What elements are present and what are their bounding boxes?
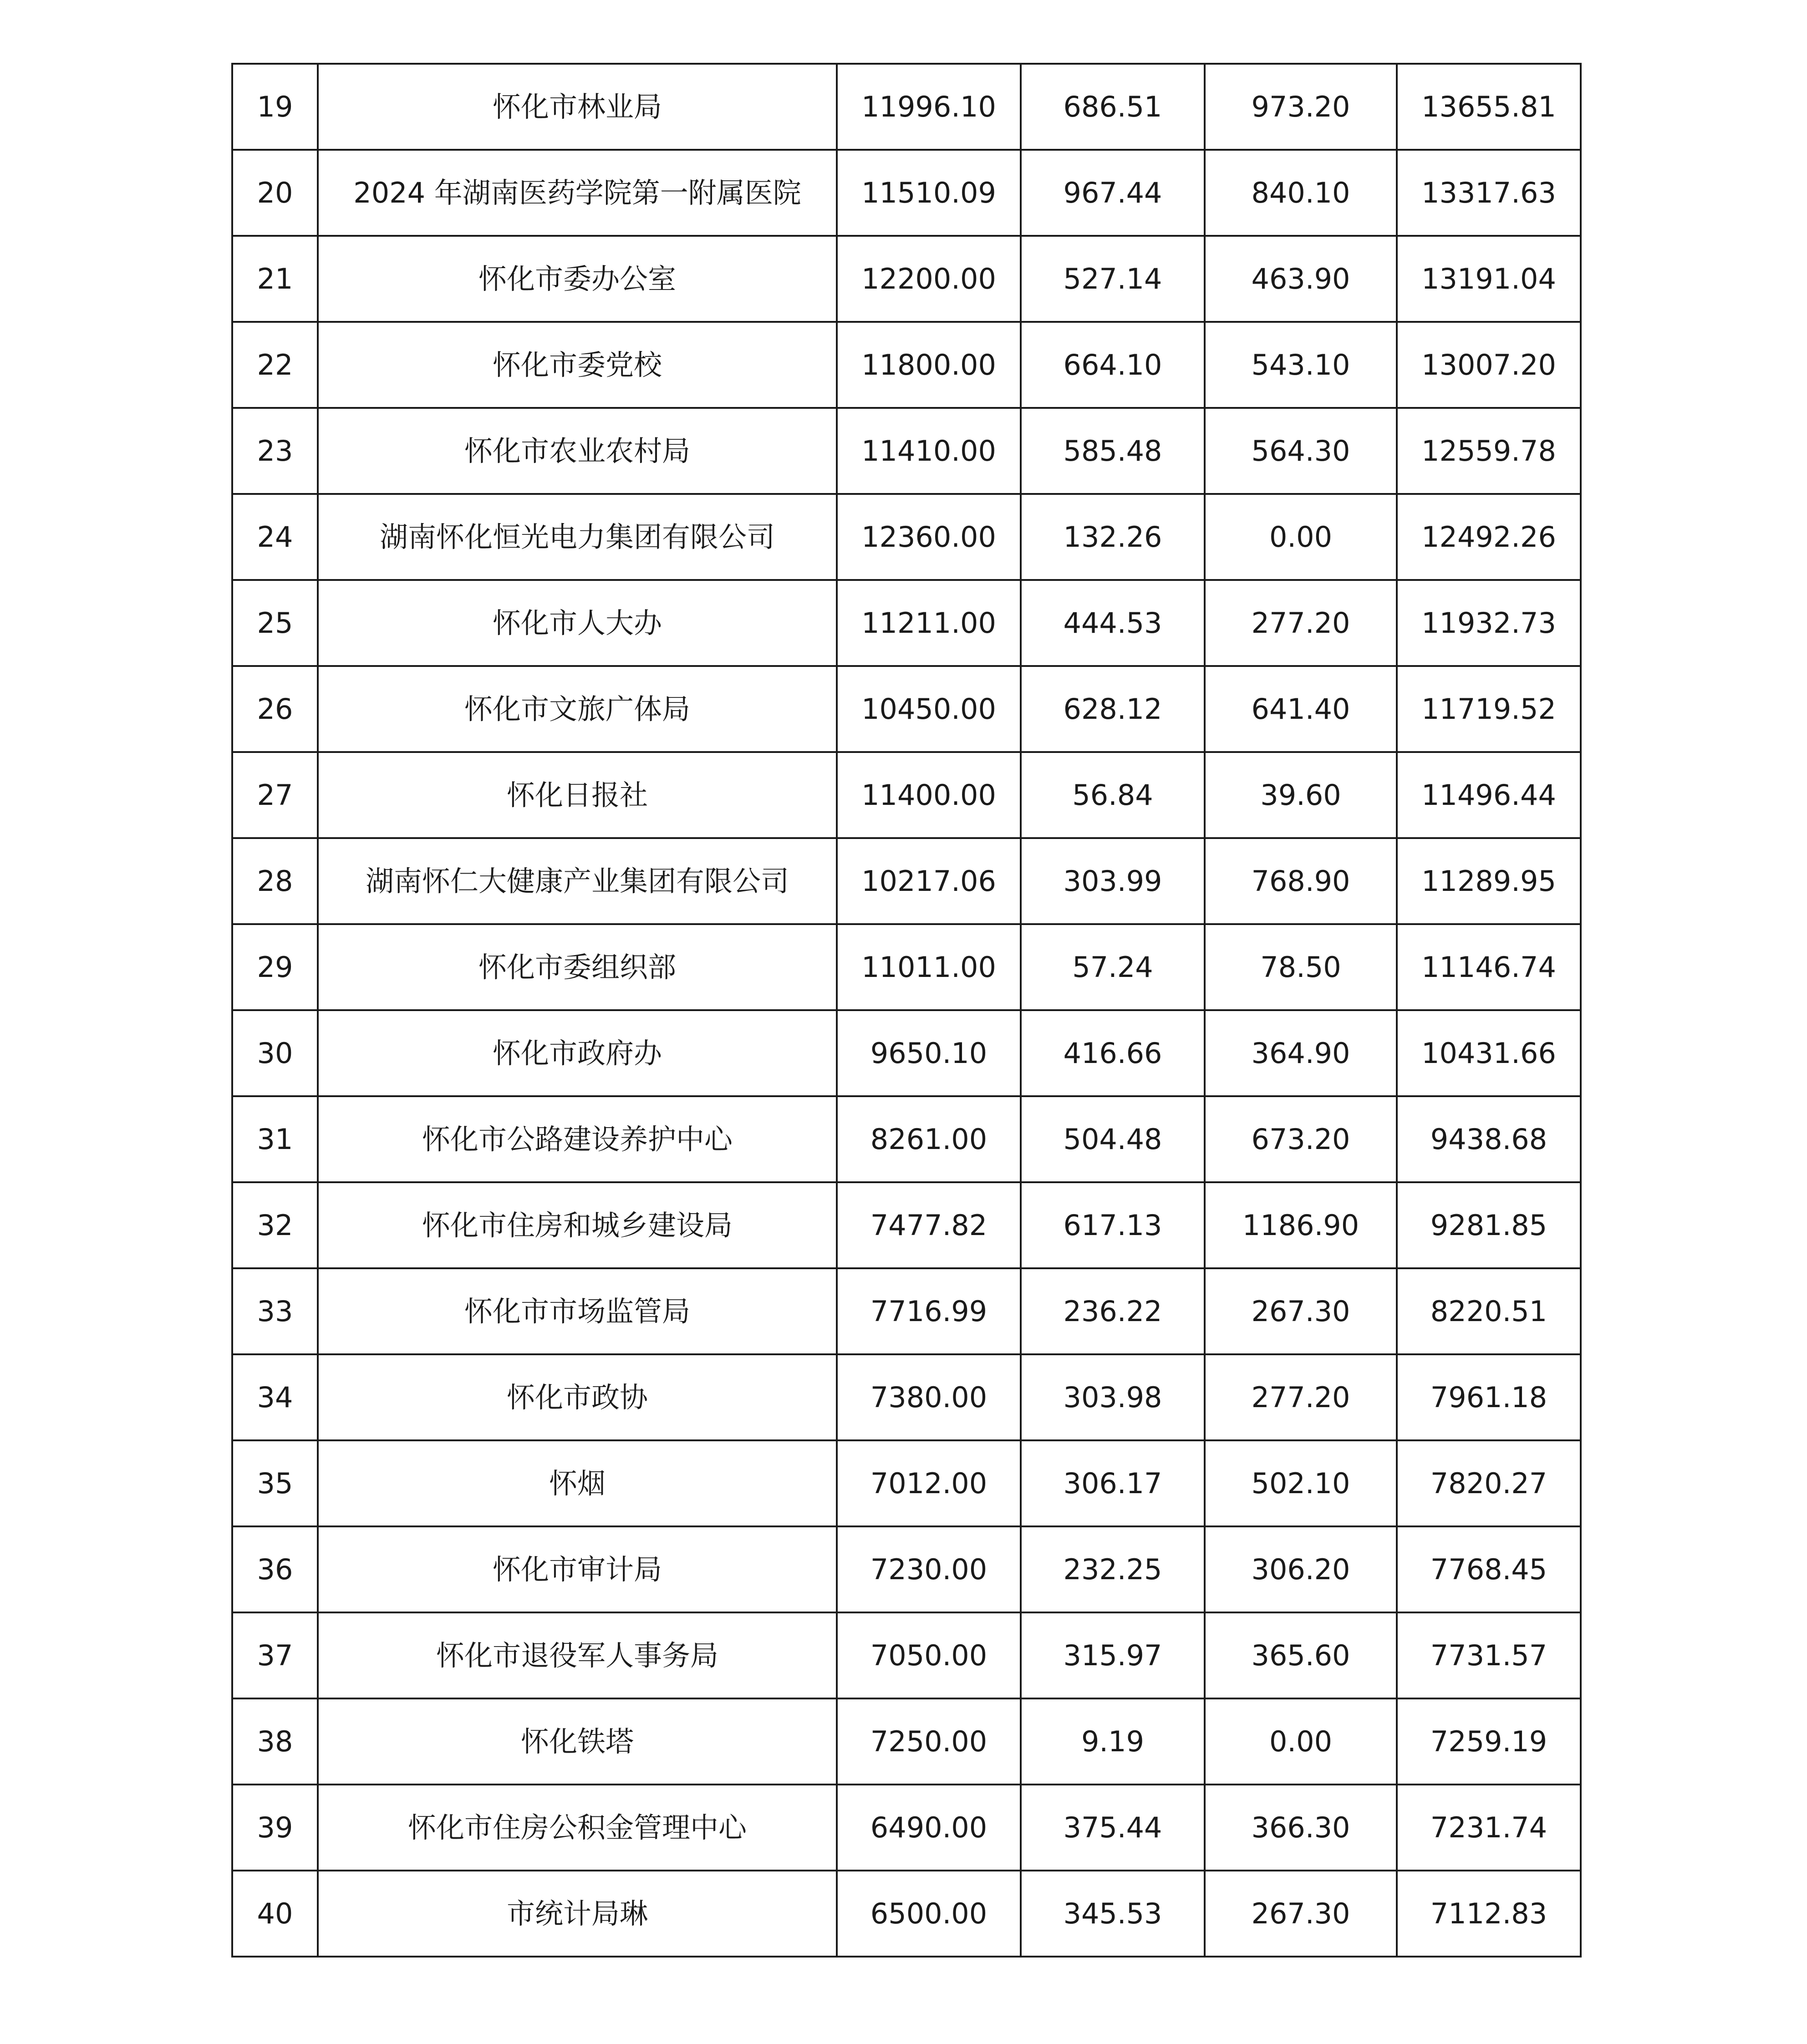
value-total: 7820.27	[1397, 1440, 1581, 1526]
value-c: 366.30	[1205, 1785, 1397, 1871]
row-index: 40	[232, 1871, 318, 1957]
row-index: 39	[232, 1785, 318, 1871]
value-b: 56.84	[1021, 752, 1205, 838]
table-row	[232, 1354, 1581, 1440]
value-b: 57.24	[1021, 924, 1205, 1010]
value-total: 11289.95	[1397, 838, 1581, 924]
value-total: 9281.85	[1397, 1182, 1581, 1268]
row-index: 26	[232, 666, 318, 752]
unit-name: 怀化铁塔	[318, 1698, 837, 1785]
value-total: 10431.66	[1397, 1010, 1581, 1096]
value-total: 11146.74	[1397, 924, 1581, 1010]
value-total: 7112.83	[1397, 1871, 1581, 1957]
value-a: 7477.82	[837, 1182, 1021, 1268]
unit-name: 怀烟	[318, 1440, 837, 1526]
value-a: 11410.00	[837, 408, 1021, 494]
value-total: 13007.20	[1397, 322, 1581, 408]
unit-name: 怀化市政府办	[318, 1010, 837, 1096]
unit-name: 市统计局琳	[318, 1871, 837, 1957]
value-b: 236.22	[1021, 1268, 1205, 1354]
value-total: 13317.63	[1397, 150, 1581, 236]
value-a: 7380.00	[837, 1354, 1021, 1440]
value-b: 628.12	[1021, 666, 1205, 752]
unit-name: 湖南怀仁大健康产业集团有限公司	[318, 838, 837, 924]
table-row	[232, 838, 1581, 924]
table-row	[232, 1698, 1581, 1785]
table-row	[232, 1182, 1581, 1268]
value-c: 0.00	[1205, 1698, 1397, 1785]
table-row	[232, 494, 1581, 580]
value-c: 78.50	[1205, 924, 1397, 1010]
value-c: 1186.90	[1205, 1182, 1397, 1268]
value-total: 11496.44	[1397, 752, 1581, 838]
value-a: 8261.00	[837, 1096, 1021, 1182]
value-a: 6490.00	[837, 1785, 1021, 1871]
value-a: 12360.00	[837, 494, 1021, 580]
value-c: 973.20	[1205, 64, 1397, 150]
row-index: 22	[232, 322, 318, 408]
value-c: 673.20	[1205, 1096, 1397, 1182]
unit-name: 怀化市委党校	[318, 322, 837, 408]
unit-name: 怀化市委办公室	[318, 236, 837, 322]
value-total: 9438.68	[1397, 1096, 1581, 1182]
value-b: 967.44	[1021, 150, 1205, 236]
value-b: 686.51	[1021, 64, 1205, 150]
value-c: 277.20	[1205, 1354, 1397, 1440]
table-row	[232, 1612, 1581, 1698]
row-index: 37	[232, 1612, 318, 1698]
value-b: 303.98	[1021, 1354, 1205, 1440]
value-c: 306.20	[1205, 1526, 1397, 1612]
value-c: 768.90	[1205, 838, 1397, 924]
value-c: 463.90	[1205, 236, 1397, 322]
row-index: 36	[232, 1526, 318, 1612]
value-b: 527.14	[1021, 236, 1205, 322]
table-row	[232, 752, 1581, 838]
unit-name: 怀化市政协	[318, 1354, 837, 1440]
table-row	[232, 580, 1581, 666]
unit-name: 怀化市人大办	[318, 580, 837, 666]
unit-name: 湖南怀化恒光电力集团有限公司	[318, 494, 837, 580]
row-index: 25	[232, 580, 318, 666]
value-c: 39.60	[1205, 752, 1397, 838]
table-row	[232, 1871, 1581, 1957]
value-a: 7716.99	[837, 1268, 1021, 1354]
row-index: 34	[232, 1354, 318, 1440]
table-row	[232, 150, 1581, 236]
value-total: 7731.57	[1397, 1612, 1581, 1698]
unit-name: 怀化市住房公积金管理中心	[318, 1785, 837, 1871]
table-body	[232, 64, 1581, 1957]
table-row	[232, 64, 1581, 150]
value-total: 12559.78	[1397, 408, 1581, 494]
table-row	[232, 666, 1581, 752]
value-a: 6500.00	[837, 1871, 1021, 1957]
value-a: 7230.00	[837, 1526, 1021, 1612]
value-a: 10450.00	[837, 666, 1021, 752]
unit-name: 怀化市农业农村局	[318, 408, 837, 494]
row-index: 30	[232, 1010, 318, 1096]
row-index: 33	[232, 1268, 318, 1354]
value-c: 502.10	[1205, 1440, 1397, 1526]
row-index: 23	[232, 408, 318, 494]
value-c: 0.00	[1205, 494, 1397, 580]
value-b: 664.10	[1021, 322, 1205, 408]
value-c: 267.30	[1205, 1871, 1397, 1957]
value-total: 7231.74	[1397, 1785, 1581, 1871]
value-c: 543.10	[1205, 322, 1397, 408]
row-index: 27	[232, 752, 318, 838]
value-a: 9650.10	[837, 1010, 1021, 1096]
table-row	[232, 1096, 1581, 1182]
value-total: 12492.26	[1397, 494, 1581, 580]
table-row	[232, 1010, 1581, 1096]
row-index: 32	[232, 1182, 318, 1268]
value-c: 277.20	[1205, 580, 1397, 666]
value-a: 11211.00	[837, 580, 1021, 666]
value-b: 617.13	[1021, 1182, 1205, 1268]
value-b: 444.53	[1021, 580, 1205, 666]
value-total: 11932.73	[1397, 580, 1581, 666]
row-index: 28	[232, 838, 318, 924]
value-b: 375.44	[1021, 1785, 1205, 1871]
table-row	[232, 1785, 1581, 1871]
value-b: 303.99	[1021, 838, 1205, 924]
table-row	[232, 236, 1581, 322]
value-a: 7250.00	[837, 1698, 1021, 1785]
value-b: 132.26	[1021, 494, 1205, 580]
value-b: 345.53	[1021, 1871, 1205, 1957]
unit-name: 怀化市住房和城乡建设局	[318, 1182, 837, 1268]
table-row	[232, 1268, 1581, 1354]
row-index: 19	[232, 64, 318, 150]
unit-name: 怀化市审计局	[318, 1526, 837, 1612]
value-b: 9.19	[1021, 1698, 1205, 1785]
row-index: 21	[232, 236, 318, 322]
table-row	[232, 1440, 1581, 1526]
unit-name: 怀化市公路建设养护中心	[318, 1096, 837, 1182]
table-row	[232, 322, 1581, 408]
value-a: 11400.00	[837, 752, 1021, 838]
value-b: 232.25	[1021, 1526, 1205, 1612]
unit-name: 怀化市林业局	[318, 64, 837, 150]
value-c: 641.40	[1205, 666, 1397, 752]
value-a: 10217.06	[837, 838, 1021, 924]
value-b: 306.17	[1021, 1440, 1205, 1526]
data-table	[231, 63, 1582, 1958]
value-total: 8220.51	[1397, 1268, 1581, 1354]
table-row	[232, 924, 1581, 1010]
unit-name: 怀化市退役军人事务局	[318, 1612, 837, 1698]
value-b: 315.97	[1021, 1612, 1205, 1698]
value-b: 504.48	[1021, 1096, 1205, 1182]
value-a: 7050.00	[837, 1612, 1021, 1698]
value-c: 267.30	[1205, 1268, 1397, 1354]
unit-name: 怀化市市场监管局	[318, 1268, 837, 1354]
unit-name: 怀化日报社	[318, 752, 837, 838]
value-c: 365.60	[1205, 1612, 1397, 1698]
row-index: 24	[232, 494, 318, 580]
row-index: 31	[232, 1096, 318, 1182]
value-a: 11800.00	[837, 322, 1021, 408]
row-index: 35	[232, 1440, 318, 1526]
value-c: 564.30	[1205, 408, 1397, 494]
row-index: 38	[232, 1698, 318, 1785]
row-index: 20	[232, 150, 318, 236]
value-a: 11996.10	[837, 64, 1021, 150]
value-c: 840.10	[1205, 150, 1397, 236]
unit-name: 怀化市文旅广体局	[318, 666, 837, 752]
value-total: 13655.81	[1397, 64, 1581, 150]
value-total: 7259.19	[1397, 1698, 1581, 1785]
unit-name: 怀化市委组织部	[318, 924, 837, 1010]
value-total: 11719.52	[1397, 666, 1581, 752]
value-a: 12200.00	[837, 236, 1021, 322]
value-total: 7961.18	[1397, 1354, 1581, 1440]
value-b: 416.66	[1021, 1010, 1205, 1096]
value-a: 7012.00	[837, 1440, 1021, 1526]
value-a: 11011.00	[837, 924, 1021, 1010]
value-a: 11510.09	[837, 150, 1021, 236]
value-total: 13191.04	[1397, 236, 1581, 322]
table-row	[232, 408, 1581, 494]
value-total: 7768.45	[1397, 1526, 1581, 1612]
value-c: 364.90	[1205, 1010, 1397, 1096]
value-b: 585.48	[1021, 408, 1205, 494]
table-row	[232, 1526, 1581, 1612]
unit-name: 2024 年湖南医药学院第一附属医院	[318, 150, 837, 236]
row-index: 29	[232, 924, 318, 1010]
